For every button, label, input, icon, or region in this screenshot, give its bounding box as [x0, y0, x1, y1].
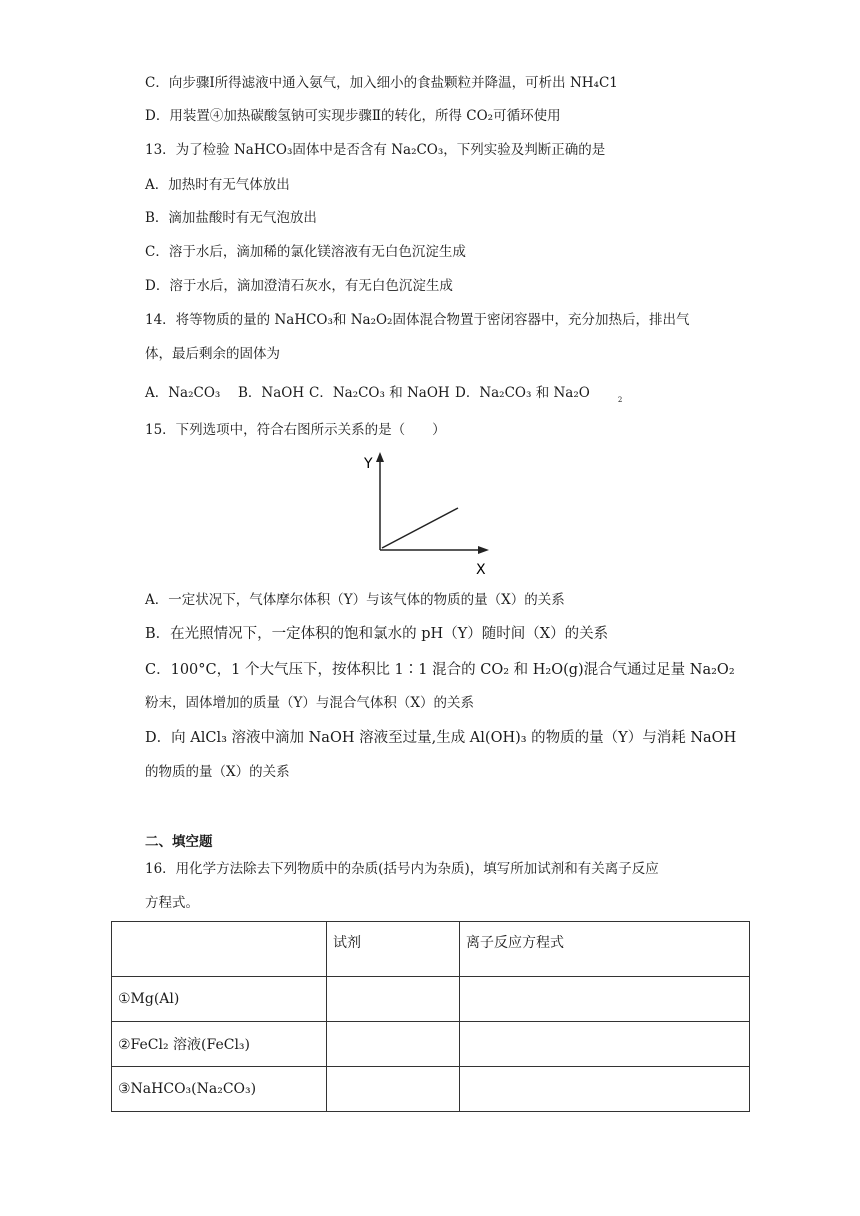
- q15-option-c-line1: C．100°C，1 个大气压下，按体积比 1∶1 混合的 CO₂ 和 H₂O(g)混合气通过足量 Na₂O₂: [145, 662, 735, 678]
- q14-option-b: B．NaOH: [238, 385, 305, 401]
- q13-option-b: B．滴加盐酸时有无气泡放出: [145, 210, 317, 226]
- table-row: [112, 977, 750, 1022]
- header-cell: [112, 922, 327, 977]
- q15-stem: 15．下列选项中，符合右图所示关系的是（ ）: [145, 422, 446, 438]
- header-equation: 离子反应方程式: [460, 922, 750, 977]
- q13-stem: 13．为了检验 NaHCO₃固体中是否含有 Na₂CO₃，下列实验及判断正确的是: [145, 142, 606, 158]
- y-axis-arrow: [376, 452, 384, 462]
- q16-stem-line2: 方程式。: [145, 895, 199, 911]
- y-axis-label: Y: [364, 456, 373, 472]
- q13-option-a: A．加热时有无气体放出: [145, 177, 290, 193]
- reagent-answer-cell[interactable]: [327, 1022, 460, 1067]
- substance-cell: ①Mg(Al): [112, 977, 327, 1022]
- q15-option-d-line1: D．向 AlCl₃ 溶液中滴加 NaOH 溶液至过量,生成 Al(OH)₃ 的物质的量（Y）与消耗 NaOH: [145, 730, 737, 746]
- header-reagent: 试剂: [327, 922, 460, 977]
- q15-option-d-line2: 的物质的量（X）的关系: [145, 764, 290, 780]
- substance-cell: ③NaHCO₃(Na₂CO₃): [112, 1067, 327, 1112]
- q14-options: [145, 383, 622, 405]
- table-row: [112, 1022, 750, 1067]
- q15-graph: [358, 450, 498, 580]
- relation-line: [382, 508, 458, 548]
- q15-option-b: B．在光照情况下，一定体积的饱和氯水的 pH（Y）随时间（X）的关系: [145, 626, 609, 642]
- q14-option-d: D．Na₂CO₃ 和 Na₂O: [455, 385, 590, 401]
- q16-answer-table: [111, 921, 750, 1112]
- section-heading: 二、填空题: [145, 834, 213, 850]
- equation-answer-cell[interactable]: [460, 1067, 750, 1112]
- q12-option-c: C．向步骤Ⅰ所得滤液中通入氨气，加入细小的食盐颗粒并降温，可析出 NH₄C1: [145, 75, 618, 91]
- q12-option-d: D．用装置④加热碳酸氢钠可实现步骤Ⅱ的转化，所得 CO₂可循环使用: [145, 108, 561, 124]
- reagent-answer-cell[interactable]: [327, 977, 460, 1022]
- q14-option-a: A．Na₂CO₃: [145, 385, 221, 401]
- q14-stray-digit: 2: [617, 396, 623, 404]
- table-row: [112, 1067, 750, 1112]
- x-axis-label: X: [476, 562, 486, 578]
- x-axis-arrow: [478, 546, 489, 554]
- q13-option-d: D．溶于水后，滴加澄清石灰水，有无白色沉淀生成: [145, 278, 453, 294]
- q13-option-c: C．溶于水后，滴加稀的氯化镁溶液有无白色沉淀生成: [145, 244, 466, 260]
- q15-option-a: A．一定状况下，气体摩尔体积（Y）与该气体的物质的量（X）的关系: [145, 592, 565, 608]
- table-header-row: [112, 922, 750, 977]
- q16-stem-line1: 16．用化学方法除去下列物质中的杂质(括号内为杂质)，填写所加试剂和有关离子反应: [145, 861, 659, 877]
- q14-option-c: C．Na₂CO₃ 和 NaOH: [309, 385, 450, 401]
- substance-cell: ②FeCl₂ 溶液(FeCl₃): [112, 1022, 327, 1067]
- equation-answer-cell[interactable]: [460, 977, 750, 1022]
- q14-stem-line1: 14．将等物质的量的 NaHCO₃和 Na₂O₂固体混合物置于密闭容器中，充分加热后，排出气: [145, 312, 690, 328]
- reagent-answer-cell[interactable]: [327, 1067, 460, 1112]
- q15-option-c-line2: 粉末，固体增加的质量（Y）与混合气体积（X）的关系: [145, 695, 475, 711]
- q14-stem-line2: 体，最后剩余的固体为: [145, 346, 280, 362]
- equation-answer-cell[interactable]: [460, 1022, 750, 1067]
